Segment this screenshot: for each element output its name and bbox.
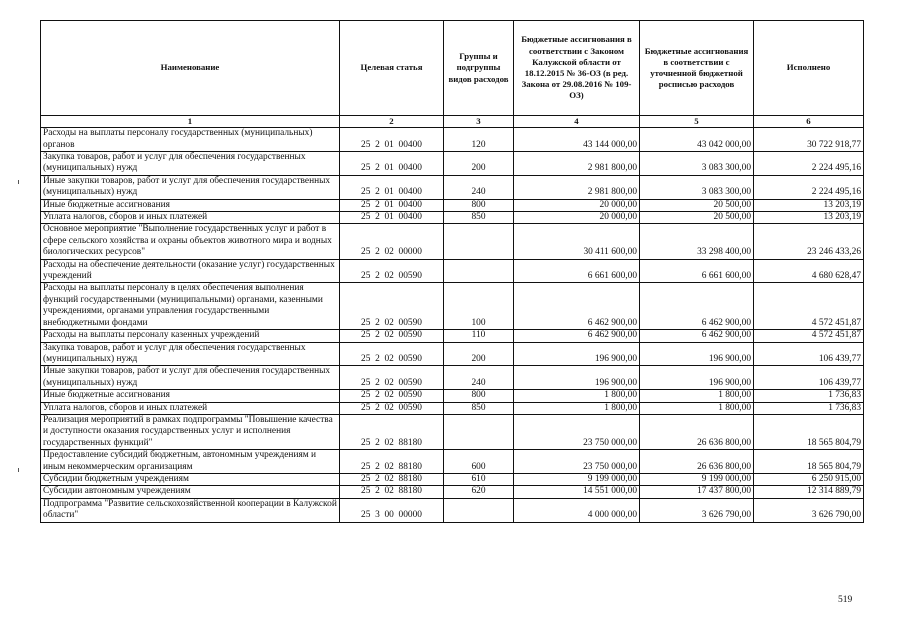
table-row [41,473,864,485]
row-name: Расходы на выплаты персоналу в целях обеспечения выполнения функций государственными (муниципальными) органами, казенными учреждениями, органами управления государственными внебюджетными фондами [41,283,340,330]
row-name: Подпрограмма "Развитие сельскохозяйственной кооперации в Калужской области" [41,498,340,522]
row-target-code: 25 2 02 00590 [340,366,444,390]
row-budget-refined: 17 437 800,00 [640,486,754,498]
table-row [41,212,864,224]
row-target-code: 25 2 01 00400 [340,212,444,224]
row-group-code: 800 [444,199,514,211]
row-executed: 18 565 804,79 [754,414,864,449]
row-executed: 1 736,83 [754,390,864,402]
row-group-code: 850 [444,402,514,414]
row-budget-law: 196 900,00 [514,366,640,390]
row-budget-law: 196 900,00 [514,342,640,366]
row-name: Предоставление субсидий бюджетным, автономным учреждениям и иным некоммерческим организациям [41,450,340,474]
row-name: Субсидии бюджетным учреждениям [41,473,340,485]
row-executed: 13 203,19 [754,199,864,211]
row-group-code: 200 [444,152,514,176]
row-name: Закупка товаров, работ и услуг для обеспечения государственных (муниципальных) нужд [41,342,340,366]
table-row [41,486,864,498]
row-name: Закупка товаров, работ и услуг для обеспечения государственных (муниципальных) нужд [41,152,340,176]
row-budget-law: 4 000 000,00 [514,498,640,522]
row-budget-law: 6 462 900,00 [514,283,640,330]
row-name: Расходы на выплаты персоналу государственных (муниципальных) органов [41,128,340,152]
row-group-code: 850 [444,212,514,224]
row-target-code: 25 2 02 00590 [340,342,444,366]
row-name: Иные бюджетные ассигнования [41,199,340,211]
row-target-code: 25 2 02 00590 [340,330,444,342]
row-budget-refined: 26 636 800,00 [640,414,754,449]
row-executed: 6 250 915,00 [754,473,864,485]
row-executed: 2 224 495,16 [754,152,864,176]
header-row [41,21,864,116]
row-target-code: 25 2 02 88180 [340,473,444,485]
table-row [41,450,864,474]
row-budget-refined: 196 900,00 [640,366,754,390]
row-target-code: 25 2 02 88180 [340,414,444,449]
row-name: Расходы на выплаты персоналу казенных учреждений [41,330,340,342]
budget-table [40,20,864,523]
row-name: Реализация мероприятий в рамках подпрограммы "Повышение качества и доступности оказания государственных услуг и исполнения государственных функций" [41,414,340,449]
row-budget-refined: 3 626 790,00 [640,498,754,522]
row-executed: 4 680 628,47 [754,259,864,283]
row-group-code [444,259,514,283]
row-executed: 13 203,19 [754,212,864,224]
row-name: Иные закупки товаров, работ и услуг для обеспечения государственных (муниципальных) нужд [41,175,340,199]
header-budget-refined: Бюджетные ассигнования в соответствии с уточненной бюджетной росписью расходов [640,21,754,116]
row-budget-refined: 196 900,00 [640,342,754,366]
row-budget-law: 43 144 000,00 [514,128,640,152]
row-group-code: 200 [444,342,514,366]
row-name: Иные закупки товаров, работ и услуг для обеспечения государственных (муниципальных) нужд [41,366,340,390]
row-budget-law: 23 750 000,00 [514,450,640,474]
row-group-code: 610 [444,473,514,485]
column-number: 5 [640,116,754,128]
table-row [41,366,864,390]
scan-edge-mark [18,468,19,472]
row-budget-refined: 1 800,00 [640,390,754,402]
row-executed: 106 439,77 [754,342,864,366]
row-group-code: 100 [444,283,514,330]
row-budget-law: 1 800,00 [514,390,640,402]
row-executed: 18 565 804,79 [754,450,864,474]
row-budget-law: 2 981 800,00 [514,152,640,176]
row-budget-law: 2 981 800,00 [514,175,640,199]
row-group-code: 120 [444,128,514,152]
row-target-code: 25 2 02 00000 [340,224,444,259]
row-target-code: 25 3 00 00000 [340,498,444,522]
column-numbers-row [41,116,864,128]
page-number: 519 [838,595,853,605]
row-budget-law: 14 551 000,00 [514,486,640,498]
row-target-code: 25 2 02 00590 [340,402,444,414]
row-budget-refined: 6 661 600,00 [640,259,754,283]
table-row [41,175,864,199]
row-budget-law: 20 000,00 [514,212,640,224]
column-number: 1 [41,116,340,128]
table-row [41,128,864,152]
row-executed: 23 246 433,26 [754,224,864,259]
table-body [41,128,864,522]
row-budget-law: 9 199 000,00 [514,473,640,485]
column-number: 6 [754,116,864,128]
header-target: Целевая статья [340,21,444,116]
row-target-code: 25 2 01 00400 [340,128,444,152]
row-executed: 12 314 889,79 [754,486,864,498]
table-row [41,390,864,402]
row-executed: 4 572 451,87 [754,330,864,342]
column-number: 2 [340,116,444,128]
table-row [41,283,864,330]
row-target-code: 25 2 02 88180 [340,486,444,498]
row-budget-refined: 20 500,00 [640,199,754,211]
row-budget-refined: 26 636 800,00 [640,450,754,474]
table-row [41,402,864,414]
column-number: 4 [514,116,640,128]
table-row [41,330,864,342]
header-name: Наименование [41,21,340,116]
row-budget-refined: 20 500,00 [640,212,754,224]
row-budget-law: 30 411 600,00 [514,224,640,259]
row-budget-law: 6 661 600,00 [514,259,640,283]
row-group-code: 620 [444,486,514,498]
row-target-code: 25 2 01 00400 [340,199,444,211]
row-target-code: 25 2 02 00590 [340,259,444,283]
table-row [41,259,864,283]
row-target-code: 25 2 02 00590 [340,283,444,330]
row-group-code [444,224,514,259]
row-group-code: 110 [444,330,514,342]
row-executed: 3 626 790,00 [754,498,864,522]
row-name: Расходы на обеспечение деятельности (оказание услуг) государственных учреждений [41,259,340,283]
row-budget-refined: 33 298 400,00 [640,224,754,259]
row-budget-law: 23 750 000,00 [514,414,640,449]
row-group-code: 600 [444,450,514,474]
row-budget-law: 6 462 900,00 [514,330,640,342]
row-executed: 30 722 918,77 [754,128,864,152]
table-row [41,498,864,522]
row-name: Уплата налогов, сборов и иных платежей [41,212,340,224]
table-row [41,199,864,211]
row-budget-refined: 6 462 900,00 [640,330,754,342]
header-budget-law: Бюджетные ассигнования в соответствии с Законом Калужской области от 18.12.2015 № 36-ОЗ (в ред. Закона от 29.08.2016 № 109-ОЗ) [514,21,640,116]
row-group-code: 240 [444,175,514,199]
row-budget-refined: 9 199 000,00 [640,473,754,485]
row-executed: 4 572 451,87 [754,283,864,330]
row-executed: 106 439,77 [754,366,864,390]
row-name: Субсидии автономным учреждениям [41,486,340,498]
row-budget-refined: 3 083 300,00 [640,152,754,176]
table-row [41,342,864,366]
row-budget-refined: 3 083 300,00 [640,175,754,199]
row-target-code: 25 2 01 00400 [340,152,444,176]
header-executed: Исполнено [754,21,864,116]
scan-edge-mark [18,180,19,184]
table-row [41,224,864,259]
row-target-code: 25 2 02 00590 [340,390,444,402]
row-budget-law: 1 800,00 [514,402,640,414]
row-executed: 2 224 495,16 [754,175,864,199]
row-name: Иные бюджетные ассигнования [41,390,340,402]
header-groups: Группы и подгруппы видов расходов [444,21,514,116]
row-target-code: 25 2 02 88180 [340,450,444,474]
row-budget-law: 20 000,00 [514,199,640,211]
row-executed: 1 736,83 [754,402,864,414]
row-group-code: 240 [444,366,514,390]
row-group-code: 800 [444,390,514,402]
row-budget-refined: 43 042 000,00 [640,128,754,152]
row-budget-refined: 6 462 900,00 [640,283,754,330]
row-name: Основное мероприятие "Выполнение государственных услуг и работ в сфере сельского хозяйства и охраны объектов животного мира и водных биологических ресурсов" [41,224,340,259]
row-name: Уплата налогов, сборов и иных платежей [41,402,340,414]
row-group-code [444,498,514,522]
table-row [41,152,864,176]
row-budget-refined: 1 800,00 [640,402,754,414]
table-row [41,414,864,449]
row-group-code [444,414,514,449]
row-target-code: 25 2 01 00400 [340,175,444,199]
column-number: 3 [444,116,514,128]
